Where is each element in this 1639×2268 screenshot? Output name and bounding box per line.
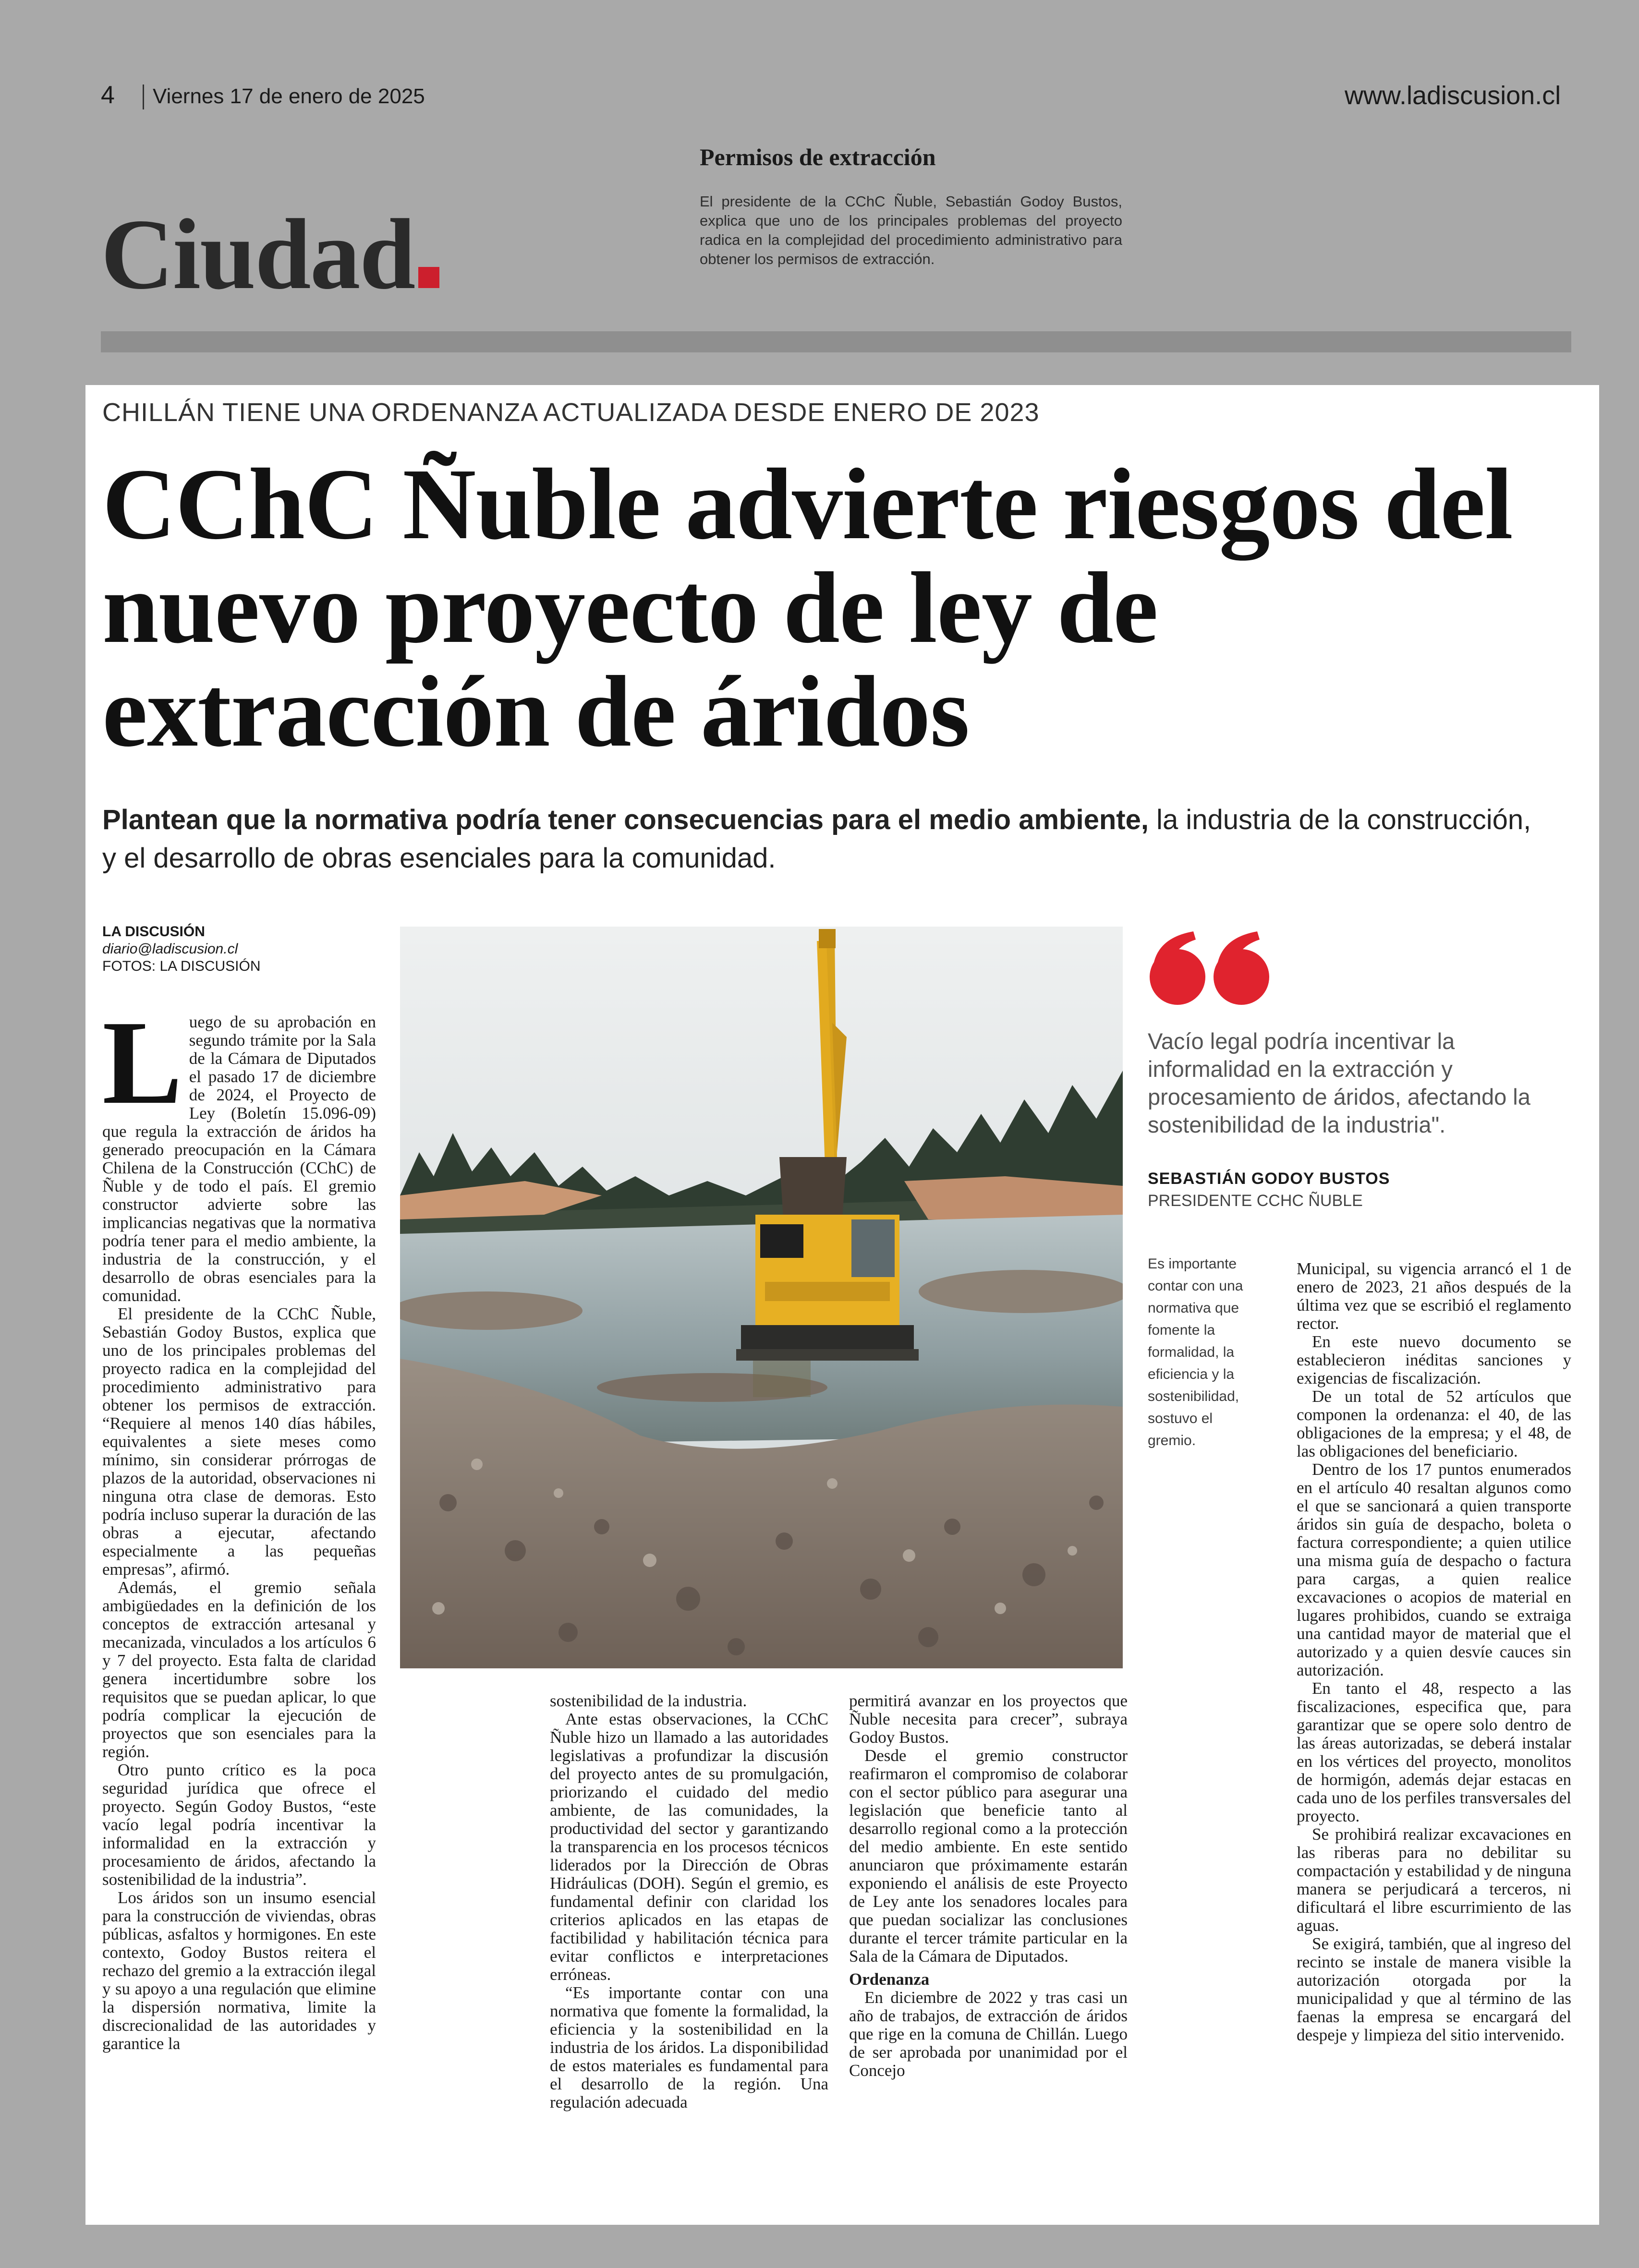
article-column-3	[849, 1692, 1128, 2080]
paragraph: Además, el gremio señala ambigüedades en la definición de los conceptos de extracción artesanal y mecanizada, vinculados a los artículos 6 y 7 del proyecto. Esta falta de claridad genera incertidumbre sobre los requisitos que se puedan aplicar, lo que podría complicar la ejecución de proyectos que son esenciales para la región.	[102, 1578, 376, 1761]
section-title	[101, 199, 439, 310]
teaser-title: Permisos de extracción	[700, 144, 936, 170]
article-headline: CChC Ñuble advierte riesgos del nuevo proyecto de ley de extracción de áridos	[102, 447, 1513, 768]
header-rule	[101, 331, 1571, 352]
subheading-ordenanza: Ordenanza	[849, 1970, 930, 1989]
paragraph: Se prohibirá realizar excavaciones en las riberas para no debilitar su compactación y estabilidad y de ninguna manera se perjudicará a terceros, ni dificultará el libre escurrimiento de las aguas.	[1297, 1825, 1571, 1935]
byline-photos: FOTOS: LA DISCUSIÓN	[102, 958, 261, 974]
article-kicker: CHILLÁN TIENE UNA ORDENANZA ACTUALIZADA DESDE ENERO DE 2023	[102, 398, 1040, 427]
side-note: Es importante contar con una normativa que fomente la formalidad, la eficiencia y la sostenibilidad, sostuvo el gremio.	[1148, 1256, 1243, 1448]
article-column-2	[550, 1692, 828, 2111]
article-photo-excavator-river	[400, 927, 1123, 1668]
section-title-text: Ciudad	[101, 199, 415, 310]
paragraph: permitirá avanzar en los proyectos que Ñuble necesita para crecer”, subraya Godoy Bustos.	[849, 1691, 1128, 1747]
paragraph: De un total de 52 artículos que componen la ordenanza: el 40, de las obligaciones de la empresa; y el 48, de las obligaciones del beneficiario.	[1297, 1387, 1571, 1460]
quote-author: SEBASTIÁN GODOY BUSTOS	[1148, 1170, 1390, 1188]
paragraph: En tanto el 48, respecto a las fiscalizaciones, especifica que, para garantizar que se opere solo dentro de las áreas autorizadas, se deberá instalar en los vértices del proyecto, monolitos de hormigón, además dejar estacas en cada uno de los perfiles transversales del proyecto.	[1297, 1679, 1571, 1825]
header-separator	[143, 84, 144, 109]
paragraph: Los áridos son un insumo esencial para la construcción de viviendas, obras públicas, asfaltos y hormigones. En este contexto, Godoy Bustos reitera el rechazo del gremio a la extracción ilegal y su apoyo a una regulación que elimine la dispersión normativa, limite la discrecionalidad de las autoridades y garantice la	[102, 1888, 376, 2053]
paragraph: uego de su aprobación en segundo trámite por la Sala de la Cámara de Diputados el pasado 17 de diciembre de 2024, el Proyecto de Ley (Boletín 15.096-09) que regula la extracción de áridos ha generado preocupación en la Cámara Chilena de la Construcción (CChC) de Ñuble y de todo el país. El gremio constructor advierte sobre las implicancias negativas que la normativa podría tener para el medio ambiente, la industria de la construcción, y el desarrollo de obras esenciales para la comunidad.	[102, 1013, 376, 1305]
paragraph: En diciembre de 2022 y tras casi un año de trabajos, de extracción de áridos que rige en la comuna de Chillán. Luego de ser aprobada por unanimidad por el Concejo	[849, 1988, 1128, 2080]
article-column-1	[102, 996, 376, 2053]
paragraph: Se exigirá, también, que al ingreso del recinto se instale de manera visible la autorización otorgada por la municipalidad y que al término de las faenas la empresa se encargará del despeje y limpieza del sitio intervenido.	[1297, 1934, 1571, 2044]
page-number: 4	[101, 81, 115, 109]
paragraph: sostenibilidad de la industria.	[550, 1691, 747, 1710]
paragraph: Municipal, su vigencia arrancó el 1 de enero de 2023, 21 años después de la última vez que se escribió el reglamento rector.	[1297, 1259, 1571, 1333]
byline-organization: LA DISCUSIÓN	[102, 924, 205, 940]
paragraph: Otro punto crítico es la poca seguridad jurídica que ofrece el proyecto. Según Godoy Bustos, “este vacío legal podría incentivar la informalidad en la extracción y procesamiento de áridos, afectando la sostenibilidad de la industria”.	[102, 1761, 376, 1889]
quote-author-role: PRESIDENTE CCHC ÑUBLE	[1148, 1192, 1363, 1210]
teaser-body: El presidente de la CChC Ñuble, Sebastián Godoy Bustos, explica que uno de los principales problemas del proyecto radica en la complejidad del procedimiento administrativo para obtener los permisos de extracción.	[700, 193, 1122, 267]
issue-date: Viernes 17 de enero de 2025	[153, 84, 425, 108]
article-column-4	[1297, 1260, 1571, 2044]
paragraph: “Es importante contar con una normativa que fomente la formalidad, la eficiencia y la sostenibilidad en la industria de los áridos. La disponibilidad de estos materiales es fundamental para el desarrollo de la región. Una regulación adecuada	[550, 1983, 828, 2111]
paragraph: En este nuevo documento se establecieron inéditas sanciones y exigencias de fiscalización.	[1297, 1332, 1571, 1387]
paragraph: Ante estas observaciones, la CChC Ñuble hizo un llamado a las autoridades legislativas a profundizar la discusión del proyecto antes de su promulgación, priorizando el cuidado del medio ambiente, de las comunidades, la productividad del sector y garantizando la transparencia en los procesos técnicos liderados por la Dirección de Obras Hidráulicas (DOH). Según el gremio, es fundamental definir con claridad los criterios aplicados en las etapas de factibilidad y habilitación técnica para evitar conflictos e interpretaciones erróneas.	[550, 1710, 828, 1984]
article-deck	[102, 801, 1543, 878]
drop-cap: L	[102, 996, 182, 1129]
site-url[interactable]: www.ladiscusion.cl	[1345, 81, 1561, 110]
paragraph: Dentro de los 17 puntos enumerados en el artículo 40 resaltan algunos como el que se sancionará a quien transporte áridos sin guía de despacho, boleta o factura correspondiente; a quien utilice una misma guía de despacho o factura para cargas, a quien realice excavaciones o acopios de material en lugares prohibidos, cuando se extraiga una cantidad mayor de material que el autorizado y a quien desvíe cauces sin autorización.	[1297, 1460, 1571, 1679]
deck-bold: Plantean que la normativa podría tener consecuencias para el medio ambiente,	[102, 804, 1149, 835]
deck-rest: la industria de la construcción, y el desarrollo de obras esenciales para la comunidad.	[102, 804, 1531, 874]
byline-email[interactable]: diario@ladiscusion.cl	[102, 941, 238, 957]
paragraph: Desde el gremio constructor reafirmaron el compromiso de colaborar con el sector público para asegurar una legislación que beneficie tanto al desarrollo regional como a la protección del medio ambiente. En este sentido anunciaron que próximamente estarán exponiendo el análisis de este Proyecto de Ley ante los senadores locales para que puedan socializar las conclusiones durante el tercer trámite particular en la Sala de la Cámara de Diputados.	[849, 1746, 1128, 1966]
section-dot	[418, 267, 439, 288]
paragraph: El presidente de la CChC Ñuble, Sebastián Godoy Bustos, explica que uno de los principales problemas del proyecto radica en la complejidad del procedimiento administrativo para obtener los permisos de extracción. “Requiere al menos 140 días hábiles, equivalentes a siete meses como mínimo, sin considerar prórrogas de plazos de la autoridad, observaciones ni ninguna otra clase de demoras. Esto podría incluso superar la duración de las obras a ejecutar, afectando especialmente a las pequeñas empresas”, afirmó.	[102, 1304, 376, 1579]
pull-quote: Vacío legal podría incentivar la informalidad en la extracción y procesamiento de áridos, afectando la sostenibilidad de la industria".	[1148, 1028, 1530, 1137]
quotation-mark-icon	[1148, 929, 1277, 1006]
